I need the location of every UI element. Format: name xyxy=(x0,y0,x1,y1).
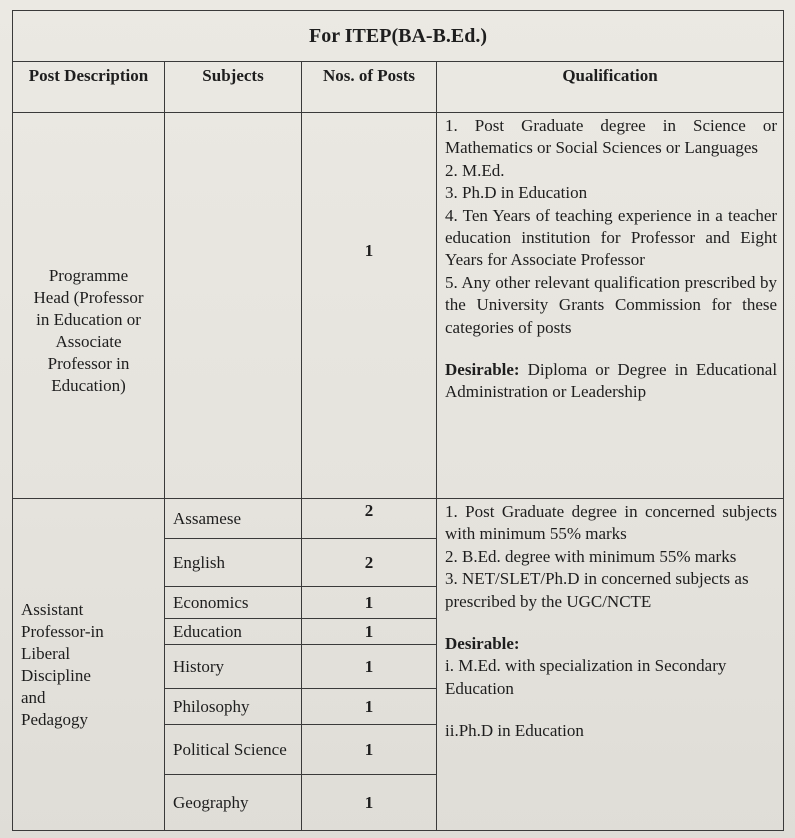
subject-philosophy: Philosophy xyxy=(165,689,302,725)
programme-head-qualification xyxy=(437,113,784,499)
desirable-paragraph xyxy=(445,359,777,404)
itep-recruitment-table xyxy=(12,10,784,831)
desirable-label: Desirable: xyxy=(445,634,520,654)
desirable-item: ii.Ph.D in Education xyxy=(445,721,584,741)
qualification-item: 4. Ten Years of teaching experience in a teacher education institution for Professor and Eight Years for Associate Professor xyxy=(445,205,778,270)
subject-english: English xyxy=(165,539,302,587)
posts-assamese: 2 xyxy=(302,499,437,539)
post-line: Assistant xyxy=(21,599,84,619)
post-line: Professor-in xyxy=(21,621,104,641)
posts-english: 2 xyxy=(302,539,437,587)
programme-head-post-description xyxy=(13,113,165,499)
post-line: Discipline xyxy=(21,665,91,685)
post-line: and xyxy=(21,687,46,707)
qualification-item: 5. Any other relevant qualification prescribed by the University Grants Commission for these categories of posts xyxy=(445,272,778,337)
assistant-professor-qualification xyxy=(437,499,784,831)
title-row xyxy=(13,11,784,62)
qualification-item: 2. B.Ed. degree with minimum 55% marks xyxy=(445,546,737,566)
qualification-item: 2. M.Ed. xyxy=(445,160,505,180)
programme-head-row xyxy=(13,113,784,499)
subject-economics: Economics xyxy=(165,587,302,619)
programme-head-subjects xyxy=(165,113,302,499)
post-line: Pedagogy xyxy=(21,709,89,729)
posts-political-science: 1 xyxy=(302,725,437,775)
subject-political-science: Political Science xyxy=(165,725,302,775)
qualification-item: 3. Ph.D in Education xyxy=(445,183,588,203)
post-line: Liberal xyxy=(21,643,71,663)
posts-history: 1 xyxy=(302,645,437,689)
post-line: Professor in xyxy=(47,353,130,373)
posts-count: 1 xyxy=(364,241,374,260)
posts-education: 1 xyxy=(302,619,437,645)
header-nos-of-posts: Nos. of Posts xyxy=(302,62,437,113)
qualification-item: 3. NET/SLET/Ph.D in concerned subjects as prescribed by the UGC/NCTE xyxy=(445,569,749,611)
qualification-item: 1. Post Graduate degree in Science or Mathematics or Social Sciences or Languages xyxy=(445,116,778,158)
posts-philosophy: 1 xyxy=(302,689,437,725)
qualification-item: 1. Post Graduate degree in concerned subjects with minimum 55% marks xyxy=(445,502,778,544)
header-row xyxy=(13,62,784,113)
post-line: in Education or xyxy=(36,309,141,329)
subject-education: Education xyxy=(165,619,302,645)
post-line: Associate xyxy=(55,331,122,351)
subject-row xyxy=(13,499,784,539)
subject-assamese: Assamese xyxy=(165,499,302,539)
desirable-item: i. M.Ed. with specialization in Secondary Education xyxy=(445,656,727,698)
subject-history: History xyxy=(165,645,302,689)
posts-economics: 1 xyxy=(302,587,437,619)
header-qualification: Qualification xyxy=(437,62,784,113)
subject-geography: Geography xyxy=(165,775,302,831)
post-line: Education) xyxy=(51,375,126,395)
post-line: Programme xyxy=(48,265,129,285)
header-post-description: Post Description xyxy=(13,62,165,113)
table-title: For ITEP(BA-B.Ed.) xyxy=(13,11,784,62)
post-line: Head (Professor xyxy=(33,287,144,307)
posts-geography: 1 xyxy=(302,775,437,831)
header-subjects: Subjects xyxy=(165,62,302,113)
assistant-professor-post-description xyxy=(13,499,165,831)
desirable-label: Desirable: xyxy=(445,360,520,380)
desirable-text: Diploma or Degree in Educational Administration or Leadership xyxy=(445,360,778,402)
programme-head-posts xyxy=(302,113,437,499)
